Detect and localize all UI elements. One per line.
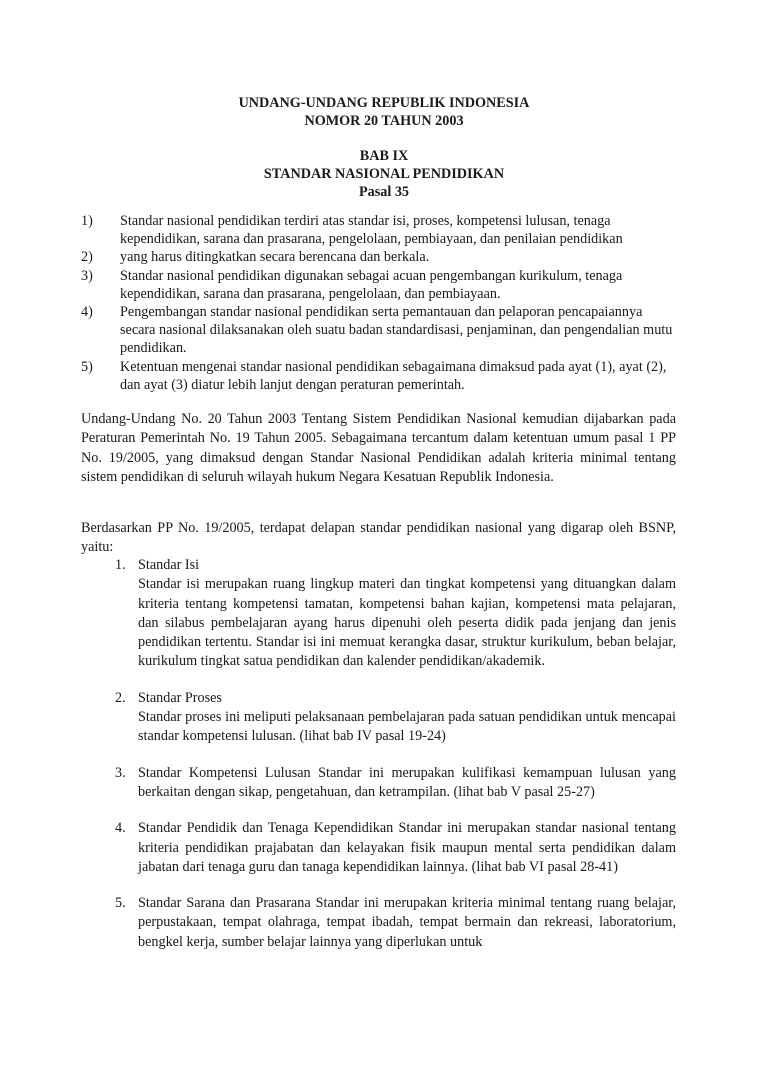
clause-text: Standar nasional pendidikan digunakan sebagai acuan pengembangan kurikulum, tenaga kependidikan, sarana dan prasarana, pengelolaan, dan pembiayaan. — [120, 267, 623, 302]
standard-number: 3. — [115, 764, 126, 781]
law-number: NOMOR 20 TAHUN 2003 — [304, 113, 464, 129]
standard-number: 5. — [115, 895, 126, 912]
clause-text: yang harus ditingkatkan secara berencana dan berkala. — [120, 249, 430, 266]
clause-item — [81, 303, 681, 358]
standard-description: Standar Pendidik dan Tenaga Kependidikan Standar ini merupakan standar nasional tentang kriteria pendidikan prajabatan dan kelayakan fisik maupun mental serta pendidikan dalam jabatan dari tenaga guru dan tanaga kependidikan lainnya. (lihat bab VI pasal 28-41) — [138, 820, 676, 875]
standard-number: 2. — [115, 689, 126, 706]
clause-item — [81, 212, 681, 248]
standard-title: Standar Proses — [138, 689, 222, 706]
chapter-title: STANDAR NASIONAL PENDIDIKAN — [263, 166, 505, 182]
clause-number: 4) — [81, 304, 93, 321]
clause-text: Standar nasional pendidikan terdiri atas standar isi, proses, kompetensi lulusan, tenaga kependidikan, sarana dan prasarana, pengelolaan, pembiayaan, dan penilaian pendidikan — [120, 213, 623, 248]
standard-description: Standar isi merupakan ruang lingkup materi dan tingkat kompetensi yang dituangkan dalam kriteria tentang kompetensi tamatan, kompetensi bahan kajian, kompetensi mata pelajaran, dan silabus pembelajaran ayang harus dipenuhi oleh peserta didik pada jenjang dan jenis pendidikan tertentu. Standar isi ini memuat kerangka dasar, struktur kurikulum, beban belajar, kurikulum tingkat satua pendidikan dan kalender pendidikan/akademik. — [138, 576, 676, 670]
standard-item — [115, 556, 676, 672]
standard-title: Standar Isi — [138, 557, 200, 573]
standards-list — [115, 556, 676, 952]
article-heading: Pasal 35 — [358, 184, 410, 200]
body-paragraph: Berdasarkan PP No. 19/2005, terdapat delapan standar pendidikan nasional yang digarap oleh BSNP, yaitu: — [81, 520, 676, 556]
clause-number: 5) — [81, 358, 93, 375]
clause-number: 3) — [81, 267, 93, 284]
clause-text: Ketentuan mengenai standar nasional pendidikan sebagaimana dimaksud pada ayat (1), ayat (2), dan ayat (3) diatur lebih lanjut dengan peraturan pemerintah. — [120, 358, 667, 393]
clause-number: 2) — [81, 249, 93, 266]
clause-item — [81, 358, 681, 394]
chapter-heading: BAB IX — [359, 148, 409, 164]
clause-item — [81, 248, 681, 266]
clause-item — [81, 267, 681, 303]
standard-description: Standar Sarana dan Prasarana Standar ini merupakan kriteria minimal tentang ruang belajar, perpustakaan, tempat olahraga, tempat ibadah, tempat bermain dan rekreasi, laboratorium, bengkel kerja, sumber belajar lainnya yang diperlukan untuk — [138, 895, 676, 950]
standard-description: Standar proses ini meliputi pelaksanaan pembelajaran pada satuan pendidikan untuk mencapai standar kompetensi lulusan. (lihat bab IV pasal 19-24) — [138, 709, 676, 745]
law-title: UNDANG-UNDANG REPUBLIK INDONESIA — [238, 95, 530, 111]
standard-number: 4. — [115, 820, 126, 837]
standard-item — [115, 689, 676, 747]
standard-item — [115, 819, 676, 877]
standard-number: 1. — [115, 557, 126, 573]
clause-number: 1) — [81, 213, 93, 229]
standard-description: Standar Kompetensi Lulusan Standar ini merupakan kulifikasi kemampuan lulusan yang berkaitan dengan sikap, pengetahuan, dan ketrampilan. (lihat bab V pasal 25-27) — [138, 764, 676, 800]
standard-item — [115, 764, 676, 803]
standard-item — [115, 894, 676, 952]
body-paragraph: Undang-Undang No. 20 Tahun 2003 Tentang Sistem Pendidikan Nasional kemudian dijabarkan pada Peraturan Pemerintah No. 19 Tahun 2005. Sebagaimana tercantum dalam ketentuan umum pasal 1 PP No. 19/2005, yang dimaksud dengan Standar Nasional Pendidikan adalah kriteria minimal tentang sistem pendidikan di seluruh wilayah hukum Negara Kesatuan Republik Indonesia. — [81, 411, 676, 486]
article-clauses — [81, 212, 681, 394]
clause-text: Pengembangan standar nasional pendidikan serta pemantauan dan pelaporan pencapaiannya secara nasional dilaksanakan oleh suatu badan standardisasi, penjaminan, dan pengendalian mutu pendidikan. — [120, 304, 673, 357]
